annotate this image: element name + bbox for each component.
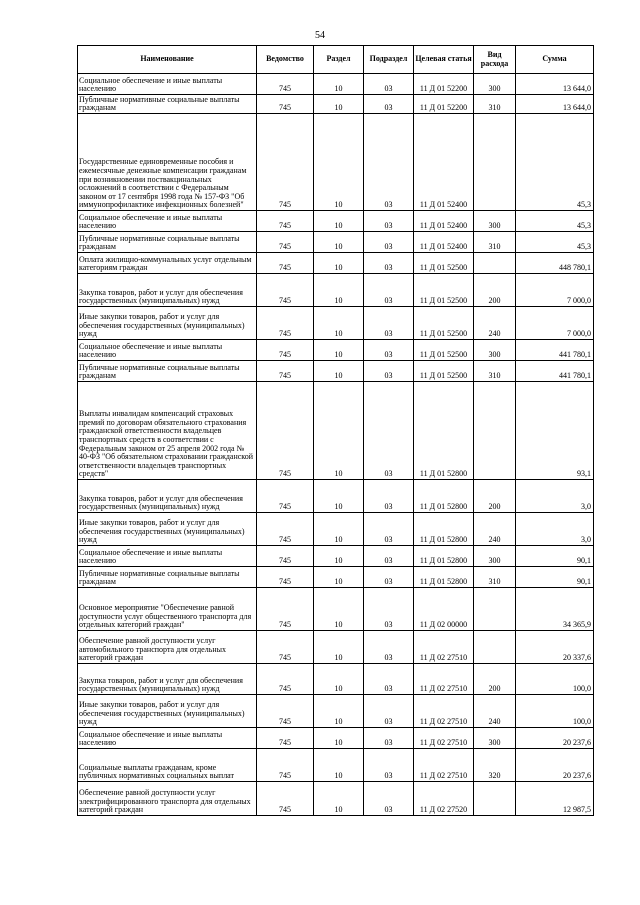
cell-target-article: 11 Д 01 52500	[414, 361, 474, 382]
cell-department: 745	[257, 211, 314, 232]
cell-name: Социальное обеспечение и иные выплаты населению	[78, 546, 257, 567]
header-department: Ведомство	[257, 46, 314, 74]
cell-department: 745	[257, 232, 314, 253]
cell-target-article: 11 Д 01 52800	[414, 567, 474, 588]
cell-section: 10	[314, 95, 364, 114]
cell-name: Основное мероприятие "Обеспечение равной доступности услуг общественного транспорта для отдельных категорий граждан"	[78, 588, 257, 631]
cell-subsection: 03	[364, 253, 414, 274]
cell-sum: 7 000,0	[516, 274, 594, 307]
cell-target-article: 11 Д 01 52800	[414, 546, 474, 567]
cell-department: 745	[257, 114, 314, 211]
cell-name: Закупка товаров, работ и услуг для обеспечения государственных (муниципальных) нужд	[78, 274, 257, 307]
cell-subsection: 03	[364, 567, 414, 588]
cell-expense-type: 200	[474, 274, 516, 307]
cell-subsection: 03	[364, 728, 414, 749]
cell-section: 10	[314, 480, 364, 513]
cell-section: 10	[314, 307, 364, 340]
cell-department: 745	[257, 546, 314, 567]
cell-name: Социальное обеспечение и иные выплаты населению	[78, 728, 257, 749]
cell-name: Государственные единовременные пособия и ежемесячные денежные компенсации гражданам при возникновении поствакцинальных осложнений в соответствии с Федеральным законом от 17 сентября 1998 года № 157-ФЗ "Об иммунопрофилактике инфекционных болезней"	[78, 114, 257, 211]
cell-subsection: 03	[364, 307, 414, 340]
table-row	[78, 361, 594, 382]
cell-section: 10	[314, 546, 364, 567]
cell-expense-type: 200	[474, 664, 516, 695]
table-row	[78, 567, 594, 588]
cell-expense-type: 320	[474, 749, 516, 782]
cell-section: 10	[314, 513, 364, 546]
cell-department: 745	[257, 567, 314, 588]
cell-expense-type	[474, 631, 516, 664]
budget-table	[77, 45, 594, 816]
header-expense-type: Вид расхода	[474, 46, 516, 74]
cell-name: Закупка товаров, работ и услуг для обеспечения государственных (муниципальных) нужд	[78, 480, 257, 513]
table-row	[78, 382, 594, 480]
cell-name: Публичные нормативные социальные выплаты гражданам	[78, 232, 257, 253]
cell-subsection: 03	[364, 340, 414, 361]
cell-name: Иные закупки товаров, работ и услуг для обеспечения государственных (муниципальных) нужд	[78, 307, 257, 340]
table-row	[78, 695, 594, 728]
table-row	[78, 749, 594, 782]
cell-name: Иные закупки товаров, работ и услуг для обеспечения государственных (муниципальных) нужд	[78, 513, 257, 546]
cell-subsection: 03	[364, 382, 414, 480]
table-row	[78, 95, 594, 114]
cell-target-article: 11 Д 01 52800	[414, 513, 474, 546]
cell-name: Обеспечение равной доступности услуг автомобильного транспорта для отдельных категорий граждан	[78, 631, 257, 664]
cell-name: Публичные нормативные социальные выплаты гражданам	[78, 567, 257, 588]
table-row	[78, 307, 594, 340]
cell-department: 745	[257, 782, 314, 816]
cell-expense-type	[474, 782, 516, 816]
cell-section: 10	[314, 664, 364, 695]
cell-department: 745	[257, 361, 314, 382]
cell-section: 10	[314, 74, 364, 95]
cell-section: 10	[314, 588, 364, 631]
cell-department: 745	[257, 749, 314, 782]
cell-subsection: 03	[364, 782, 414, 816]
cell-subsection: 03	[364, 513, 414, 546]
cell-department: 745	[257, 340, 314, 361]
cell-subsection: 03	[364, 74, 414, 95]
cell-expense-type: 300	[474, 211, 516, 232]
table-row	[78, 253, 594, 274]
table-row	[78, 782, 594, 816]
cell-department: 745	[257, 480, 314, 513]
cell-section: 10	[314, 361, 364, 382]
cell-subsection: 03	[364, 95, 414, 114]
cell-expense-type	[474, 588, 516, 631]
cell-subsection: 03	[364, 211, 414, 232]
cell-department: 745	[257, 728, 314, 749]
table-row	[78, 480, 594, 513]
cell-department: 745	[257, 307, 314, 340]
cell-sum: 12 987,5	[516, 782, 594, 816]
cell-subsection: 03	[364, 274, 414, 307]
cell-subsection: 03	[364, 480, 414, 513]
cell-target-article: 11 Д 01 52800	[414, 382, 474, 480]
cell-section: 10	[314, 631, 364, 664]
cell-target-article: 11 Д 01 52200	[414, 74, 474, 95]
cell-subsection: 03	[364, 588, 414, 631]
cell-expense-type	[474, 114, 516, 211]
cell-sum: 100,0	[516, 695, 594, 728]
cell-sum: 20 337,6	[516, 631, 594, 664]
cell-name: Публичные нормативные социальные выплаты гражданам	[78, 95, 257, 114]
cell-sum: 20 237,6	[516, 728, 594, 749]
cell-target-article: 11 Д 02 27510	[414, 749, 474, 782]
cell-target-article: 11 Д 01 52800	[414, 480, 474, 513]
cell-target-article: 11 Д 01 52500	[414, 307, 474, 340]
cell-target-article: 11 Д 02 27510	[414, 664, 474, 695]
cell-sum: 20 237,6	[516, 749, 594, 782]
cell-sum: 45,3	[516, 211, 594, 232]
cell-expense-type: 300	[474, 546, 516, 567]
cell-section: 10	[314, 695, 364, 728]
cell-target-article: 11 Д 02 27510	[414, 695, 474, 728]
cell-expense-type: 310	[474, 232, 516, 253]
cell-sum: 13 644,0	[516, 74, 594, 95]
cell-target-article: 11 Д 02 00000	[414, 588, 474, 631]
cell-name: Иные закупки товаров, работ и услуг для обеспечения государственных (муниципальных) нужд	[78, 695, 257, 728]
table-row	[78, 211, 594, 232]
header-target-article: Целевая статья	[414, 46, 474, 74]
cell-name: Оплата жилищно-коммунальных услуг отдельным категориям граждан	[78, 253, 257, 274]
table-row	[78, 74, 594, 95]
table-row	[78, 232, 594, 253]
cell-name: Социальные выплаты гражданам, кроме публичных нормативных социальных выплат	[78, 749, 257, 782]
cell-expense-type	[474, 382, 516, 480]
cell-sum: 100,0	[516, 664, 594, 695]
cell-section: 10	[314, 232, 364, 253]
cell-department: 745	[257, 74, 314, 95]
cell-department: 745	[257, 631, 314, 664]
cell-expense-type: 300	[474, 728, 516, 749]
cell-section: 10	[314, 340, 364, 361]
cell-name: Социальное обеспечение и иные выплаты населению	[78, 211, 257, 232]
cell-subsection: 03	[364, 114, 414, 211]
cell-target-article: 11 Д 01 52500	[414, 340, 474, 361]
cell-sum: 45,3	[516, 114, 594, 211]
cell-expense-type: 300	[474, 340, 516, 361]
cell-department: 745	[257, 253, 314, 274]
cell-sum: 448 780,1	[516, 253, 594, 274]
cell-sum: 7 000,0	[516, 307, 594, 340]
cell-target-article: 11 Д 01 52400	[414, 211, 474, 232]
table-row	[78, 513, 594, 546]
header-sum: Сумма	[516, 46, 594, 74]
cell-expense-type: 240	[474, 513, 516, 546]
table-row	[78, 114, 594, 211]
table-row	[78, 728, 594, 749]
cell-department: 745	[257, 588, 314, 631]
cell-subsection: 03	[364, 695, 414, 728]
cell-section: 10	[314, 382, 364, 480]
cell-subsection: 03	[364, 664, 414, 695]
header-section: Раздел	[314, 46, 364, 74]
cell-name: Публичные нормативные социальные выплаты гражданам	[78, 361, 257, 382]
header-row	[78, 46, 594, 74]
cell-sum: 441 780,1	[516, 361, 594, 382]
table-row	[78, 546, 594, 567]
cell-name: Обеспечение равной доступности услуг электрифицированного транспорта для отдельных категорий граждан	[78, 782, 257, 816]
cell-expense-type: 240	[474, 307, 516, 340]
cell-sum: 13 644,0	[516, 95, 594, 114]
cell-department: 745	[257, 382, 314, 480]
table-row	[78, 664, 594, 695]
cell-expense-type: 300	[474, 74, 516, 95]
cell-target-article: 11 Д 01 52500	[414, 274, 474, 307]
cell-expense-type	[474, 253, 516, 274]
cell-target-article: 11 Д 02 27510	[414, 728, 474, 749]
table-row	[78, 588, 594, 631]
cell-sum: 34 365,9	[516, 588, 594, 631]
cell-subsection: 03	[364, 749, 414, 782]
cell-sum: 45,3	[516, 232, 594, 253]
cell-section: 10	[314, 114, 364, 211]
cell-section: 10	[314, 782, 364, 816]
cell-section: 10	[314, 567, 364, 588]
cell-sum: 90,1	[516, 567, 594, 588]
cell-section: 10	[314, 211, 364, 232]
table-row	[78, 340, 594, 361]
cell-sum: 90,1	[516, 546, 594, 567]
cell-subsection: 03	[364, 361, 414, 382]
cell-target-article: 11 Д 01 52500	[414, 253, 474, 274]
cell-subsection: 03	[364, 631, 414, 664]
cell-target-article: 11 Д 01 52400	[414, 232, 474, 253]
cell-name: Выплаты инвалидам компенсаций страховых премий по договорам обязательного страхования гражданской ответственности владельцев транспортных средств в соответствии с Федеральным законом от 25 апреля 2002 года № 40-ФЗ "Об обязательном страховании гражданской ответственности владельцев транспортных средств"	[78, 382, 257, 480]
cell-section: 10	[314, 274, 364, 307]
cell-expense-type: 310	[474, 567, 516, 588]
cell-name: Социальное обеспечение и иные выплаты населению	[78, 74, 257, 95]
cell-sum: 93,1	[516, 382, 594, 480]
cell-sum: 441 780,1	[516, 340, 594, 361]
cell-department: 745	[257, 695, 314, 728]
cell-subsection: 03	[364, 546, 414, 567]
header-name: Наименование	[78, 46, 257, 74]
cell-expense-type: 310	[474, 95, 516, 114]
cell-subsection: 03	[364, 232, 414, 253]
cell-department: 745	[257, 513, 314, 546]
header-subsection: Подраздел	[364, 46, 414, 74]
cell-name: Социальное обеспечение и иные выплаты населению	[78, 340, 257, 361]
page-number: 54	[315, 30, 325, 41]
table-row	[78, 274, 594, 307]
table-row	[78, 631, 594, 664]
cell-target-article: 11 Д 01 52400	[414, 114, 474, 211]
cell-target-article: 11 Д 02 27510	[414, 631, 474, 664]
cell-target-article: 11 Д 01 52200	[414, 95, 474, 114]
cell-section: 10	[314, 749, 364, 782]
cell-expense-type: 240	[474, 695, 516, 728]
cell-department: 745	[257, 274, 314, 307]
cell-name: Закупка товаров, работ и услуг для обеспечения государственных (муниципальных) нужд	[78, 664, 257, 695]
cell-department: 745	[257, 95, 314, 114]
cell-expense-type: 200	[474, 480, 516, 513]
cell-expense-type: 310	[474, 361, 516, 382]
cell-sum: 3,0	[516, 513, 594, 546]
cell-department: 745	[257, 664, 314, 695]
cell-section: 10	[314, 253, 364, 274]
cell-target-article: 11 Д 02 27520	[414, 782, 474, 816]
cell-section: 10	[314, 728, 364, 749]
cell-sum: 3,0	[516, 480, 594, 513]
